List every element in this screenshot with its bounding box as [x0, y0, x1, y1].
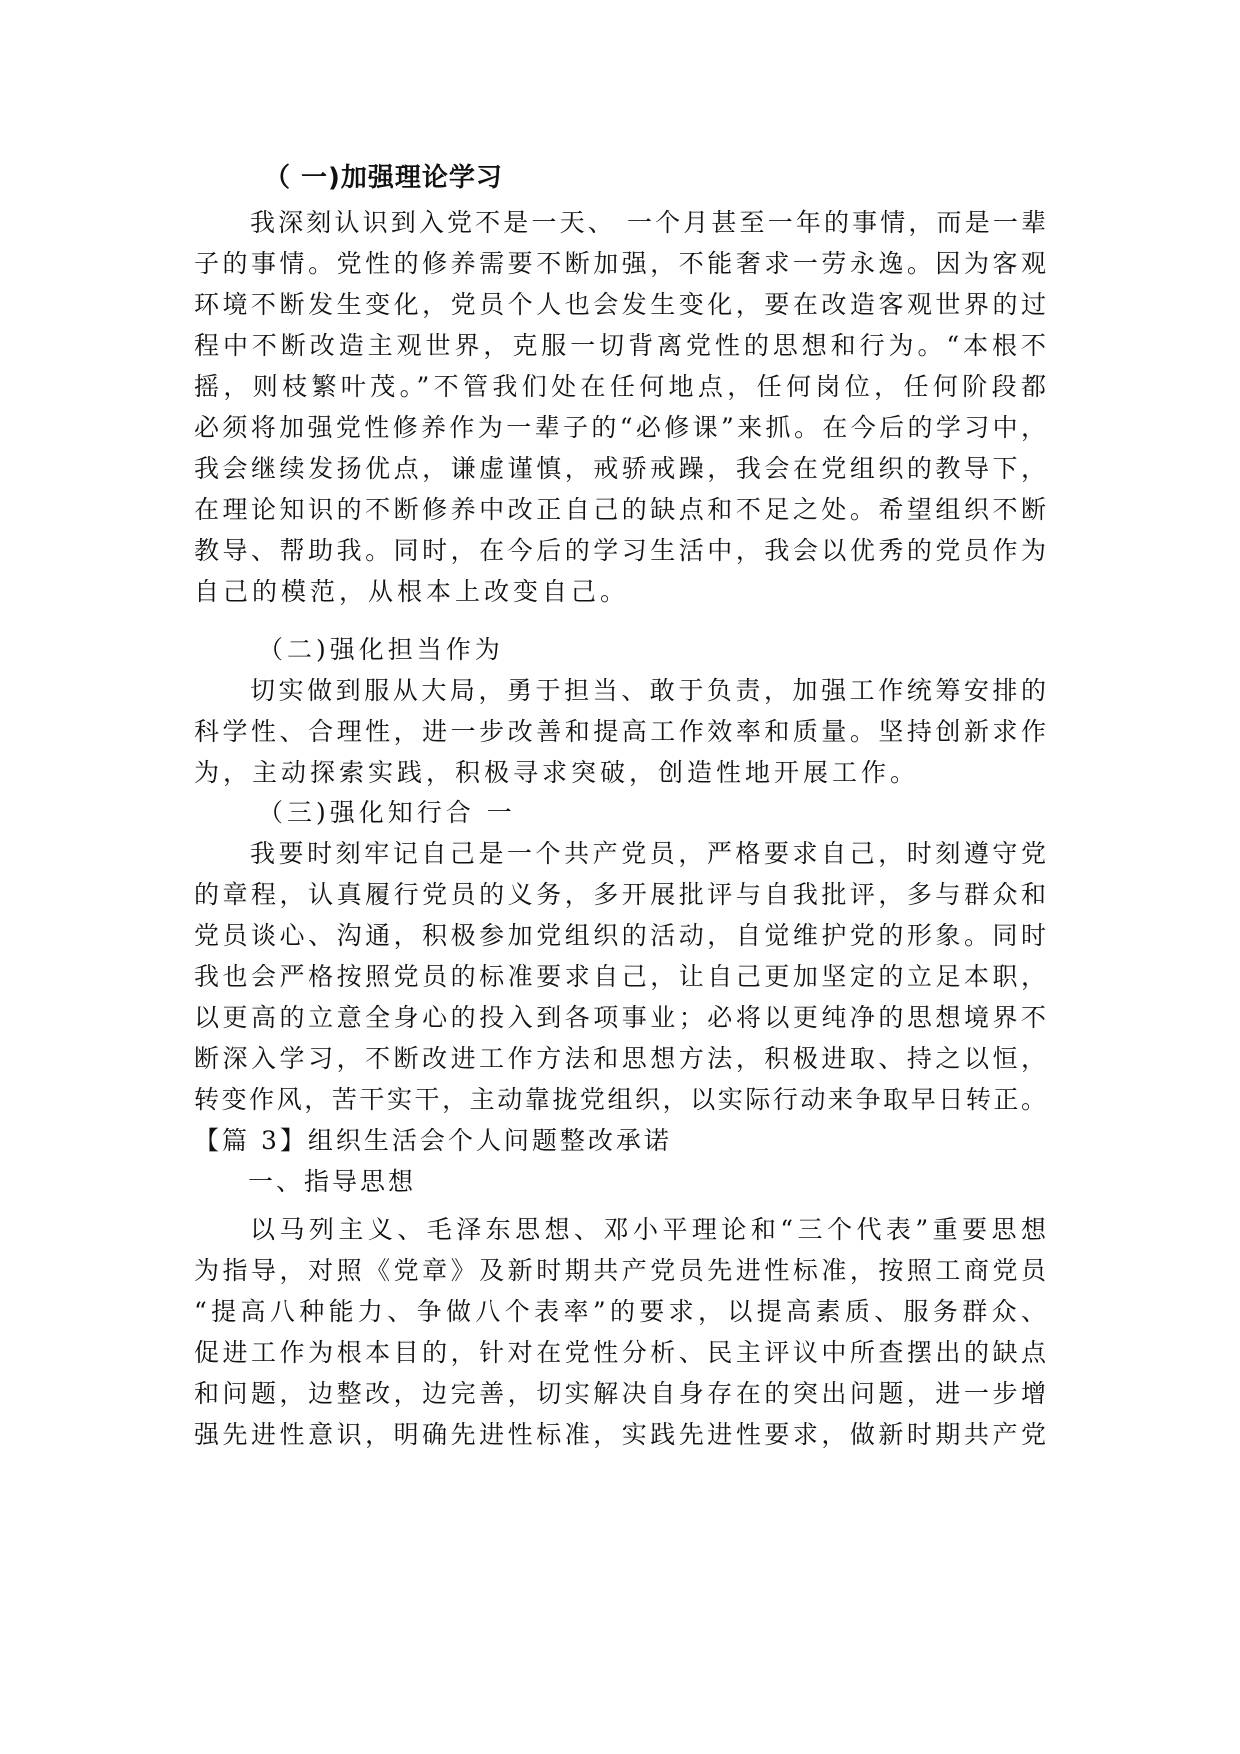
text-line: 我也会严格按照党员的标准要求自己，让自己更加坚定的立足本职， [194, 962, 1046, 991]
paragraph-theory-study [194, 202, 1046, 612]
text-line: 子的事情。党性的修养需要不断加强，不能奢求一劳永逸。因为客观 [194, 249, 1046, 278]
heading-guiding-thought: 一、指导思想 [248, 1167, 417, 1196]
text-line: 切实做到服从大局，勇于担当、敢于负责，加强工作统筹安排的 [250, 676, 1046, 705]
text-line: 科学性、合理性，进一步改善和提高工作效率和质量。坚持创新求作 [194, 717, 1046, 746]
heading-theory-study: （ 一)加强理论学习 [264, 163, 503, 193]
text-line: “提高八种能力、争做八个表率”的要求，以提高素质、服务群众、 [194, 1297, 1046, 1326]
text-line: 我会继续发扬优点，谦虚谨慎，戒骄戒躁，我会在党组织的教导下， [194, 454, 1046, 483]
paragraph-guiding-thought [194, 1209, 1046, 1455]
paragraph-knowledge-action [194, 833, 1046, 1120]
text-line: 强先进性意识，明确先进性标准，实践先进性要求，做新时期共产党 [194, 1420, 1046, 1449]
text-line: 为，主动探索实践，积极寻求突破，创造性地开展工作。 [194, 758, 920, 787]
text-line: 在理论知识的不断修养中改正自己的缺点和不足之处。希望组织不断 [194, 495, 1046, 524]
heading-knowledge-action: （三)强化知行合 一 [258, 798, 516, 827]
section-title-part3: 【篇 3】组织生活会个人问题整改承诺 [194, 1126, 672, 1155]
text-line: 以更高的立意全身心的投入到各项事业；必将以更纯净的思想境界不 [194, 1003, 1046, 1032]
text-line: 环境不断发生变化，党员个人也会发生变化，要在改造客观世界的过 [194, 290, 1046, 319]
heading-responsibility: （二)强化担当作为 [258, 635, 504, 664]
text-line: 转变作风，苦干实干，主动靠拢党组织，以实际行动来争取早日转正。 [194, 1085, 1046, 1114]
text-line: 程中不断改造主观世界，克服一切背离党性的思想和行为。“本根不 [194, 331, 1046, 360]
text-line: 为指导，对照《党章》及新时期共产党员先进性标准，按照工商党员 [194, 1256, 1046, 1285]
text-line: 我要时刻牢记自己是一个共产党员，严格要求自己，时刻遵守党 [250, 839, 1046, 868]
text-line: 摇，则枝繁叶茂。”不管我们处在任何地点，任何岗位，任何阶段都 [194, 372, 1046, 401]
text-line: 促进工作为根本目的，针对在党性分析、民主评议中所查摆出的缺点 [194, 1338, 1046, 1367]
text-line: 我深刻认识到入党不是一天、 一个月甚至一年的事情，而是一辈 [250, 208, 1046, 237]
text-line: 教导、帮助我。同时，在今后的学习生活中，我会以优秀的党员作为 [194, 536, 1046, 565]
text-line: 以马列主义、毛泽东思想、邓小平理论和“三个代表”重要思想 [250, 1215, 1046, 1244]
text-line: 自己的模范，从根本上改变自己。 [194, 577, 630, 606]
text-line: 党员谈心、沟通，积极参加党组织的活动，自觉维护党的形象。同时 [194, 921, 1046, 950]
document-body [194, 158, 1046, 1455]
text-line: 和问题，边整改，边完善，切实解决自身存在的突出问题，进一步增 [194, 1379, 1046, 1408]
text-line: 的章程，认真履行党员的义务，多开展批评与自我批评，多与群众和 [194, 880, 1046, 909]
text-line: 断深入学习，不断改进工作方法和思想方法，积极进取、持之以恒， [194, 1044, 1046, 1073]
paragraph-responsibility [194, 670, 1046, 793]
text-line: 必须将加强党性修养作为一辈子的“必修课”来抓。在今后的学习中， [194, 413, 1046, 442]
